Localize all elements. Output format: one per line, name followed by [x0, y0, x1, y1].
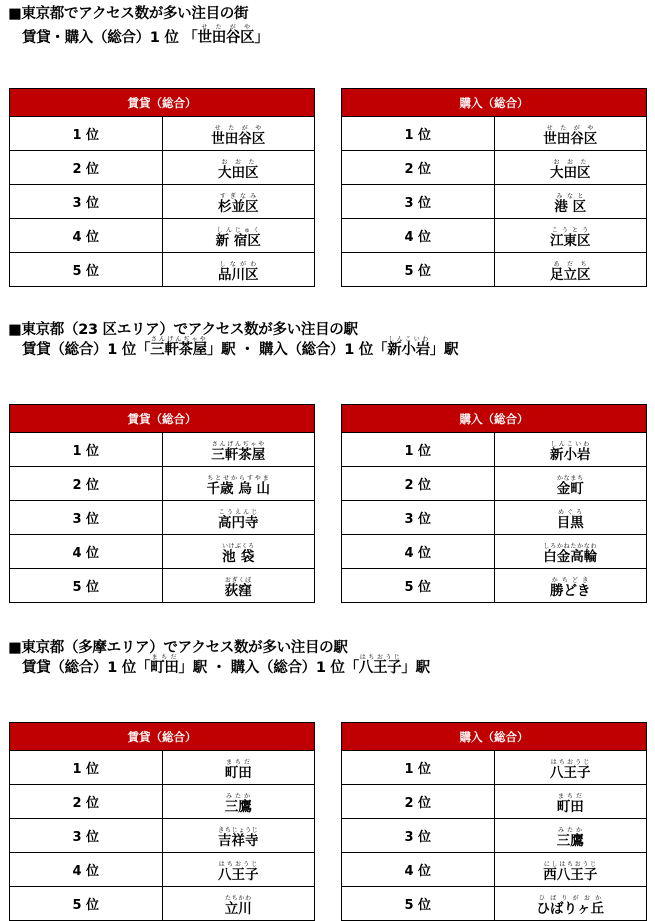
table-row: [342, 433, 647, 467]
place-name-cell: 町田まちだ: [494, 785, 647, 819]
table-row: [342, 853, 647, 887]
table-row: [342, 751, 647, 785]
purchase-ranking-table: [341, 404, 647, 603]
table-row: [10, 501, 315, 535]
rank-cell: 4 位: [10, 535, 163, 569]
table-row: [10, 185, 315, 219]
purchase-ranking-table: [341, 722, 647, 921]
place-name-cell: 八王子はちおうじ: [162, 853, 315, 887]
place-name-cell: 勝どきかちどき: [494, 569, 647, 603]
place-name-cell: 足立区あだち: [494, 253, 647, 287]
rank-cell: 1 位: [10, 751, 163, 785]
table-row: [10, 253, 315, 287]
place-name-cell: 西八王子にしはちおうじ: [494, 853, 647, 887]
rank-cell: 3 位: [10, 185, 163, 219]
place-name-cell: 町田まちだ: [162, 751, 315, 785]
table-row: [342, 785, 647, 819]
place-name-cell: ひばりヶ丘ひばりがおか: [494, 887, 647, 921]
table-row: [10, 219, 315, 253]
rental-ranking-table: [9, 722, 315, 921]
place-name-cell: 世田谷区せたがや: [494, 117, 647, 151]
rank-cell: 5 位: [342, 253, 495, 287]
rank-cell: 1 位: [10, 117, 163, 151]
place-name-cell: 千歳 烏 山ちとせからすやま: [162, 467, 315, 501]
place-name-cell: 白金高輪しろかねたかなわ: [494, 535, 647, 569]
place-name-cell: 港 区みなと: [494, 185, 647, 219]
section-subheading: 賃貸・購入（総合）1 位 「世田谷区せたがや」: [22, 24, 269, 46]
place-name-cell: 大田区おおた: [494, 151, 647, 185]
place-name-cell: 三鷹みたか: [494, 819, 647, 853]
place-name-cell: 新小岩しんこいわ: [494, 433, 647, 467]
rank-cell: 4 位: [10, 853, 163, 887]
rank-cell: 4 位: [10, 219, 163, 253]
rank-cell: 2 位: [342, 151, 495, 185]
place-name-cell: 三軒茶屋さんげんぢゃや: [162, 433, 315, 467]
place-name-cell: 目黒めぐろ: [494, 501, 647, 535]
rank-cell: 2 位: [342, 785, 495, 819]
rank-cell: 2 位: [10, 785, 163, 819]
table-row: [10, 853, 315, 887]
rank-cell: 1 位: [342, 433, 495, 467]
table-row: [342, 887, 647, 921]
table-header: 購入（総合）: [342, 723, 647, 751]
place-name-cell: 江東区こうとう: [494, 219, 647, 253]
rank-cell: 1 位: [10, 433, 163, 467]
place-name-cell: 杉並区すぎなみ: [162, 185, 315, 219]
place-name-cell: 池 袋いけぶくろ: [162, 535, 315, 569]
table-header: 購入（総合）: [342, 405, 647, 433]
rank-cell: 2 位: [342, 467, 495, 501]
table-row: [342, 219, 647, 253]
place-name-cell: 吉祥寺きちじょうじ: [162, 819, 315, 853]
section-heading: ■東京都でアクセス数が多い注目の街: [8, 6, 249, 22]
table-row: [10, 785, 315, 819]
table-header: 賃貸（総合）: [10, 723, 315, 751]
table-row: [10, 433, 315, 467]
table-row: [10, 819, 315, 853]
rank-cell: 3 位: [10, 819, 163, 853]
rank-cell: 3 位: [342, 819, 495, 853]
place-name-cell: 新 宿区しんじゅく: [162, 219, 315, 253]
rank-cell: 5 位: [10, 887, 163, 921]
place-name-cell: 高円寺こうえんじ: [162, 501, 315, 535]
table-row: [10, 467, 315, 501]
table-row: [342, 253, 647, 287]
table-row: [342, 117, 647, 151]
place-name-cell: 大田区おおた: [162, 151, 315, 185]
table-row: [10, 887, 315, 921]
table-row: [342, 535, 647, 569]
rank-cell: 5 位: [342, 887, 495, 921]
rank-cell: 3 位: [342, 185, 495, 219]
rental-ranking-table: [9, 404, 315, 603]
table-row: [10, 117, 315, 151]
table-row: [342, 501, 647, 535]
section-subheading: 賃貸（総合）1 位「町田まちだ」駅 ・ 購入（総合）1 位「八王子はちおうじ」駅: [22, 654, 430, 676]
place-name-cell: 世田谷区せたがや: [162, 117, 315, 151]
table-row: [342, 819, 647, 853]
table-header: 賃貸（総合）: [10, 89, 315, 117]
table-header: 購入（総合）: [342, 89, 647, 117]
rental-ranking-table: [9, 88, 315, 287]
table-row: [10, 751, 315, 785]
table-row: [342, 185, 647, 219]
place-name-cell: 金町かなまち: [494, 467, 647, 501]
section-heading: ■東京都（多摩エリア）でアクセス数が多い注目の駅: [8, 640, 348, 656]
table-row: [10, 535, 315, 569]
rank-cell: 5 位: [342, 569, 495, 603]
place-name-cell: 八王子はちおうじ: [494, 751, 647, 785]
rank-cell: 2 位: [10, 151, 163, 185]
table-row: [10, 569, 315, 603]
rank-cell: 3 位: [342, 501, 495, 535]
rank-cell: 5 位: [10, 253, 163, 287]
rank-cell: 1 位: [342, 751, 495, 785]
rank-cell: 2 位: [10, 467, 163, 501]
section-subheading: 賃貸（総合）1 位「三軒茶屋さんげんぢゃや」駅 ・ 購入（総合）1 位「新小岩しんこいわ」駅: [22, 336, 459, 358]
place-name-cell: 立川たちかわ: [162, 887, 315, 921]
rank-cell: 1 位: [342, 117, 495, 151]
rank-cell: 4 位: [342, 853, 495, 887]
rank-cell: 4 位: [342, 535, 495, 569]
table-row: [342, 569, 647, 603]
rank-cell: 5 位: [10, 569, 163, 603]
purchase-ranking-table: [341, 88, 647, 287]
table-row: [342, 467, 647, 501]
rank-cell: 4 位: [342, 219, 495, 253]
rank-cell: 3 位: [10, 501, 163, 535]
place-name-cell: 荻窪おぎくぼ: [162, 569, 315, 603]
table-header: 賃貸（総合）: [10, 405, 315, 433]
table-row: [10, 151, 315, 185]
place-name-cell: 品川区しながわ: [162, 253, 315, 287]
place-name-cell: 三鷹みたか: [162, 785, 315, 819]
section-heading: ■東京都（23 区エリア）でアクセス数が多い注目の駅: [8, 322, 358, 338]
table-row: [342, 151, 647, 185]
